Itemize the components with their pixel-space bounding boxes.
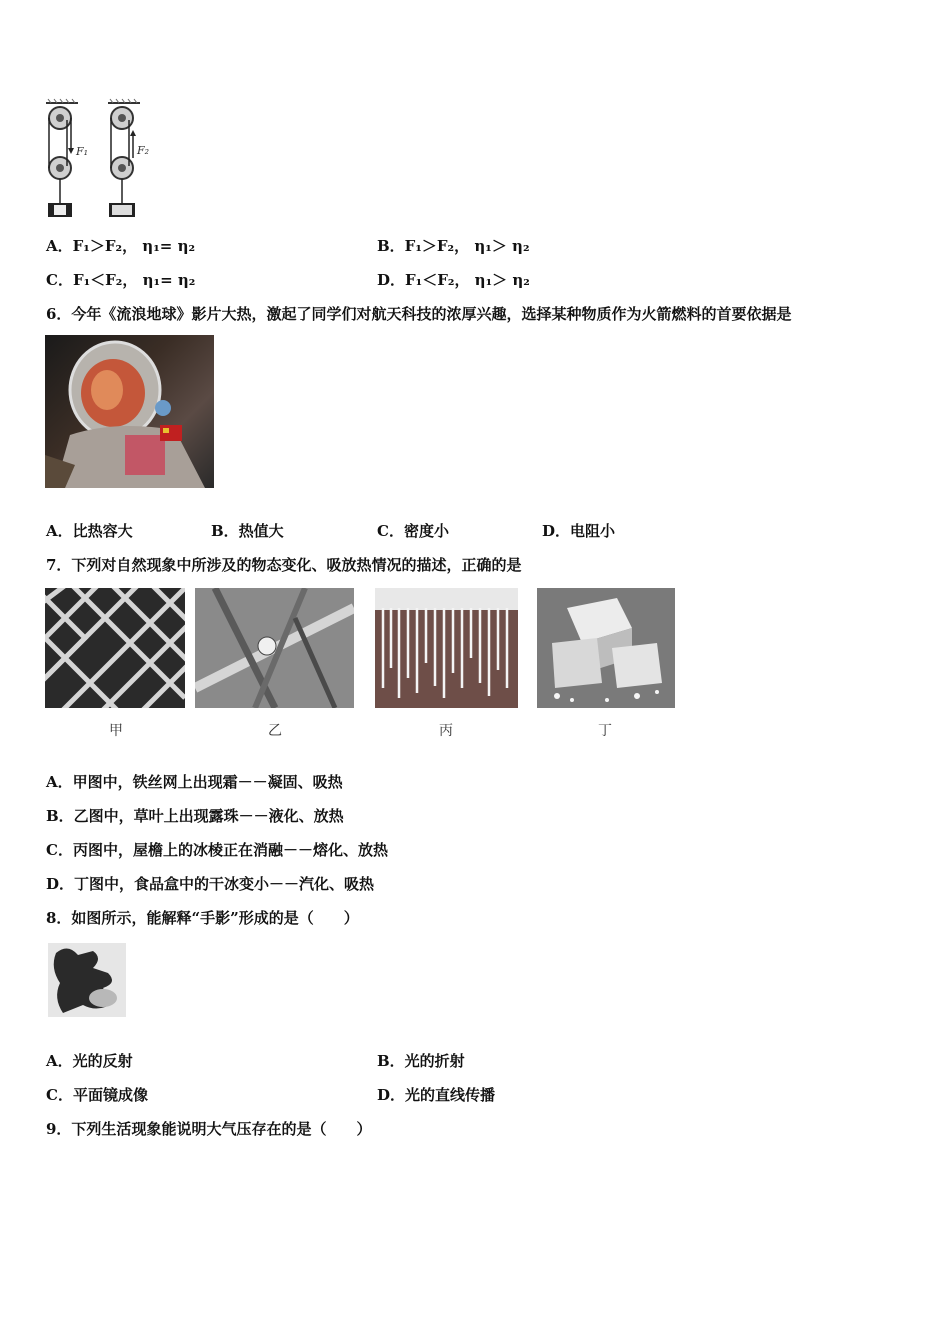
q8-stem: 8．如图所示，能解释“手影”形成的是（ ） <box>46 909 359 927</box>
q9-stem: 9．下列生活现象能说明大气压存在的是（ ） <box>46 1120 372 1138</box>
caption-yi: 乙 <box>268 723 282 739</box>
q7-option-c[interactable]: C．丙图中，屋檐上的冰棱正在消融－－熔化、放热 <box>46 841 388 859</box>
q5-option-c[interactable]: C．F₁＜F₂， η₁= η₂ <box>46 271 196 289</box>
q5-option-a[interactable]: A．F₁＞F₂， η₁= η₂ <box>46 237 196 255</box>
q6-option-d[interactable]: D．电阻小 <box>542 522 616 540</box>
q5-option-d[interactable]: D．F₁＜F₂， η₁＞ η₂ <box>377 271 530 289</box>
q6-stem: 6．今年《流浪地球》影片大热，激起了同学们对航天科技的浓厚兴趣，选择某种物质作为火箭燃料的首要依据是 <box>46 305 792 323</box>
q6-option-b[interactable]: B．热值大 <box>211 522 284 540</box>
pulley-diagram <box>40 98 165 220</box>
astronaut-photo <box>45 335 214 488</box>
dew-grass-photo <box>195 588 354 708</box>
pulley-figure <box>40 98 165 220</box>
q7-option-b[interactable]: B．乙图中，草叶上出现露珠－－液化、放热 <box>46 807 344 825</box>
dry-ice-photo <box>537 588 675 708</box>
q6-option-c[interactable]: C．密度小 <box>377 522 449 540</box>
f2-label: F₂ <box>137 144 150 157</box>
hand-shadow-photo <box>48 943 126 1017</box>
q7-option-a[interactable]: A．甲图中，铁丝网上出现霜－－凝固、吸热 <box>46 773 343 791</box>
icicles-photo <box>375 588 518 708</box>
q8-option-d[interactable]: D．光的直线传播 <box>377 1086 496 1104</box>
q8-option-a[interactable]: A．光的反射 <box>46 1052 133 1070</box>
q8-option-c[interactable]: C．平面镜成像 <box>46 1086 148 1104</box>
q7-stem: 7．下列对自然现象中所涉及的物态变化、吸放热情况的描述，正确的是 <box>46 556 522 574</box>
caption-jia: 甲 <box>109 723 123 739</box>
q7-option-d[interactable]: D．丁图中，食品盒中的干冰变小－－汽化、吸热 <box>46 875 375 893</box>
caption-ding: 丁 <box>598 723 612 739</box>
q5-option-b[interactable]: B．F₁＞F₂， η₁＞ η₂ <box>377 237 530 255</box>
caption-bing: 丙 <box>439 723 453 739</box>
q6-option-a[interactable]: A．比热容大 <box>46 522 133 540</box>
frost-wire-mesh-photo <box>45 588 185 708</box>
f1-label: F₁ <box>76 145 89 158</box>
q8-option-b[interactable]: B．光的折射 <box>377 1052 465 1070</box>
